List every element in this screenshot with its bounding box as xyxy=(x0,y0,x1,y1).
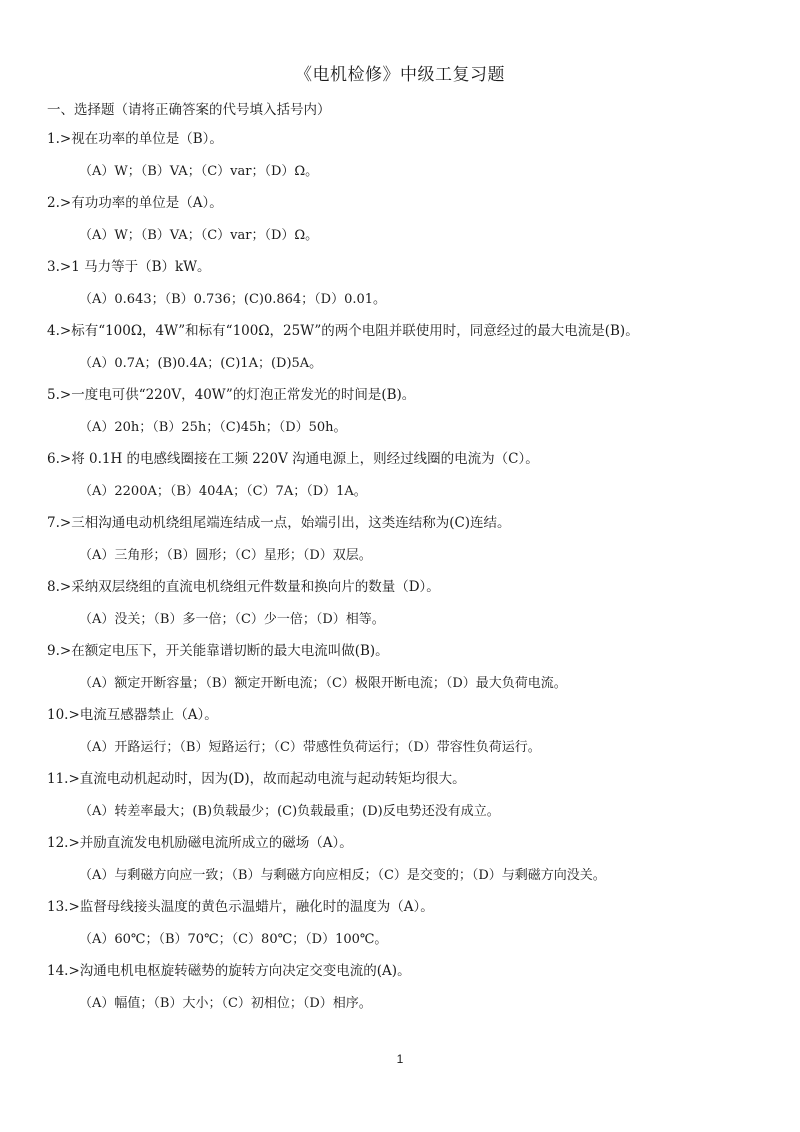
question-item xyxy=(47,127,767,191)
question-options: （A）三角形；（B）圆形；（C）星形；（D）双层。 xyxy=(79,548,372,563)
question-list xyxy=(47,127,767,1023)
question-options: （A）W；（B）VA；（C）var；（D）Ω。 xyxy=(79,228,319,243)
question-item xyxy=(47,191,767,255)
question-item xyxy=(47,575,767,639)
question-stem: 2.>有功功率的单位是（A）。 xyxy=(47,195,223,211)
question-options: （A）没关；（B）多一倍；（C）少一倍；（D）相等。 xyxy=(79,612,385,627)
question-item xyxy=(47,639,767,703)
question-stem: 11.>直流电动机起动时，因为(D)，故而起动电流与起动转矩均很大。 xyxy=(47,771,466,787)
question-stem: 7.>三相沟通电动机绕组尾端连结成一点，始端引出，这类连结称为(C)连结。 xyxy=(47,515,511,531)
question-options: （A）20h；（B）25h；（C)45h；（D）50h。 xyxy=(79,420,347,435)
question-item xyxy=(47,767,767,831)
question-stem: 1.>视在功率的单位是（B）。 xyxy=(47,131,223,147)
question-item xyxy=(47,383,767,447)
question-stem: 8.>采纳双层绕组的直流电机绕组元件数量和换向片的数量（D）。 xyxy=(47,579,440,595)
question-stem: 6.>将 0.1H 的电感线圈接在工频 220V 沟通电源上，则经过线圈的电流为（C）。 xyxy=(47,451,539,467)
question-item xyxy=(47,831,767,895)
question-stem: 4.>标有“100Ω，4W”和标有“100Ω，25W”的两个电阻并联使用时，同意经过的最大电流是(B)。 xyxy=(47,323,639,339)
question-options: （A）0.7A；(B)0.4A；(C)1A；(D)5A。 xyxy=(79,356,323,371)
question-stem: 10.>电流互感器禁止（A）。 xyxy=(47,707,218,723)
question-options: （A）0.643；（B）0.736；(C)0.864；（D）0.01。 xyxy=(79,292,387,307)
question-options: （A）开路运行；（B）短路运行；（C）带感性负荷运行；（D）带容性负荷运行。 xyxy=(79,740,541,755)
question-stem: 5.>一度电可供“220V，40W”的灯泡正常发光的时间是(B)。 xyxy=(47,387,416,403)
question-stem: 14.>沟通电机电枢旋转磁势的旋转方向决定交变电流的(A)。 xyxy=(47,963,411,979)
question-item xyxy=(47,255,767,319)
question-options: （A）60℃；（B）70℃；（C）80℃；（D）100℃。 xyxy=(79,932,388,947)
question-options: （A）额定开断容量；（B）额定开断电流；（C）极限开断电流；（D）最大负荷电流。 xyxy=(79,676,567,691)
question-options: （A）与剩磁方向应一致；（B）与剩磁方向应相反；（C）是交变的；（D）与剩磁方向没关。 xyxy=(79,868,606,883)
question-item xyxy=(47,895,767,959)
question-options: （A）W；（B）VA；（C）var；（D）Ω。 xyxy=(79,164,319,179)
section-heading: 一、选择题（请将正确答案的代号填入括号内） xyxy=(47,102,331,118)
document-title: 《电机检修》中级工复习题 xyxy=(295,65,505,85)
question-item xyxy=(47,447,767,511)
question-options: （A）2200A；（B）404A；（C）7A；（D）1A。 xyxy=(79,484,367,499)
question-options: （A）转差率最大；(B)负载最少；(C)负载最重；(D)反电势还没有成立。 xyxy=(79,804,500,819)
question-stem: 3.>1 马力等于（B）kW。 xyxy=(47,259,211,275)
question-item xyxy=(47,959,767,1023)
question-stem: 9.>在额定电压下，开关能靠谱切断的最大电流叫做(B)。 xyxy=(47,643,389,659)
question-stem: 12.>并励直流发电机励磁电流所成立的磁场（A）。 xyxy=(47,835,353,851)
page-number: 1 xyxy=(396,1052,404,1066)
question-options: （A）幅值；（B）大小；（C）初相位；（D）相序。 xyxy=(79,996,372,1011)
question-item xyxy=(47,319,767,383)
question-item xyxy=(47,511,767,575)
question-item xyxy=(47,703,767,767)
question-stem: 13.>监督母线接头温度的黄色示温蜡片，融化时的温度为（A）。 xyxy=(47,899,434,915)
